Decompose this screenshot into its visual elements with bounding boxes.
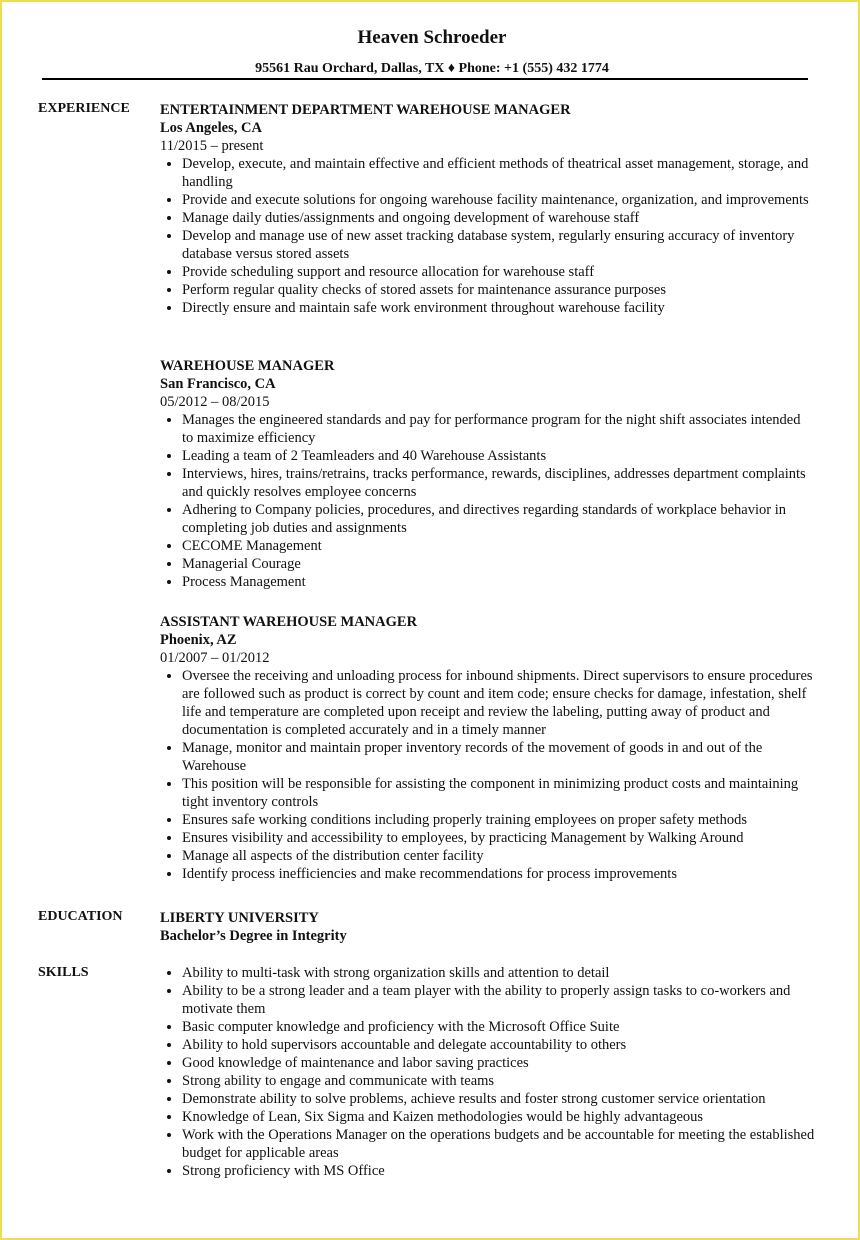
- bullet-item: • Manage, monitor and maintain proper inventory records of the movement of goods in and out of the Warehouse: [182, 739, 815, 775]
- skills-list: [160, 964, 815, 1180]
- job-bullets: [160, 667, 815, 883]
- job-title: ENTERTAINMENT DEPARTMENT WAREHOUSE MANAGER: [160, 102, 571, 118]
- school-name: LIBERTY UNIVERSITY: [160, 910, 319, 926]
- job-bullets: [160, 411, 815, 591]
- candidate-name: Heaven Schroeder: [357, 27, 507, 48]
- bullet-item: • Identify process inefficiencies and make recommendations for process improvements: [182, 865, 815, 883]
- job-dates: 05/2012 – 08/2015: [160, 394, 270, 410]
- skills-entry: [160, 964, 815, 1180]
- job-title: ASSISTANT WAREHOUSE MANAGER: [160, 614, 418, 630]
- job-location: Phoenix, AZ: [160, 632, 237, 648]
- bullet-item: • Process Management: [182, 573, 815, 591]
- skill-item: • Ability to multi-task with strong organization skills and attention to detail: [182, 964, 815, 982]
- bullet-item: • Develop and manage use of new asset tracking database system, regularly ensuring accuracy of inventory database versus stored assets: [182, 227, 815, 263]
- skill-item: • Strong ability to engage and communicate with teams: [182, 1072, 815, 1090]
- job-title: WAREHOUSE MANAGER: [160, 358, 335, 374]
- bullet-item: • Oversee the receiving and unloading process for inbound shipments. Direct supervisors to ensure procedures are followed such as product is correct by count and item code; ensure checks for damage, infestation, shelf life and temperature are completed upon receipt and review the labeling, putting away of product and documentation is completed accurately and in a timely manner: [182, 667, 815, 739]
- skill-item: • Ability to hold supervisors accountable and delegate accountability to others: [182, 1036, 815, 1054]
- bullet-item: • Directly ensure and maintain safe work environment throughout warehouse facility: [182, 299, 815, 317]
- job-location: San Francisco, CA: [160, 376, 276, 392]
- contact-line: 95561 Rau Orchard, Dallas, TX ♦ Phone: +1 (555) 432 1774: [255, 61, 609, 76]
- skill-item: • Strong proficiency with MS Office: [182, 1162, 815, 1180]
- job-entry: [160, 613, 815, 883]
- bullet-item: • Develop, execute, and maintain effective and efficient methods of theatrical asset management, storage, and handling: [182, 155, 815, 191]
- skill-item: • Ability to be a strong leader and a team player with the ability to properly assign tasks to co-workers and motivate them: [182, 982, 815, 1018]
- bullet-item: • Interviews, hires, trains/retrains, tracks performance, rewards, disciplines, addresses department complaints and quickly resolves employee concerns: [182, 465, 815, 501]
- header-divider: [42, 78, 808, 80]
- job-bullets: [160, 155, 815, 317]
- bullet-item: • This position will be responsible for assisting the component in minimizing product costs and maintaining tight inventory controls: [182, 775, 815, 811]
- bullet-item: • Adhering to Company policies, procedures, and directives regarding standards of workplace behavior in completing job duties and assignments: [182, 501, 815, 537]
- bullet-item: • Leading a team of 2 Teamleaders and 40 Warehouse Assistants: [182, 447, 815, 465]
- job-entry: [160, 101, 815, 317]
- job-dates: 11/2015 – present: [160, 138, 264, 154]
- degree-name: Bachelor’s Degree in Integrity: [160, 928, 347, 944]
- skill-item: • Good knowledge of maintenance and labor saving practices: [182, 1054, 815, 1072]
- section-label-experience: EXPERIENCE: [38, 101, 130, 116]
- bullet-item: • Manages the engineered standards and pay for performance program for the night shift associates intended to maximize efficiency: [182, 411, 815, 447]
- bullet-item: • Manage all aspects of the distribution center facility: [182, 847, 815, 865]
- section-label-education: EDUCATION: [38, 909, 123, 924]
- bullet-item: • Perform regular quality checks of stored assets for maintenance assurance purposes: [182, 281, 815, 299]
- section-label-skills: SKILLS: [38, 965, 89, 980]
- education-entry: [160, 909, 815, 945]
- bullet-item: • CECOME Management: [182, 537, 815, 555]
- skill-item: • Demonstrate ability to solve problems, achieve results and foster strong customer service orientation: [182, 1090, 815, 1108]
- bullet-item: • Ensures safe working conditions including properly training employees on proper safety methods: [182, 811, 815, 829]
- bullet-item: • Provide and execute solutions for ongoing warehouse facility maintenance, organization, and improvements: [182, 191, 815, 209]
- bullet-item: • Managerial Courage: [182, 555, 815, 573]
- bullet-item: • Ensures visibility and accessibility to employees, by practicing Management by Walking Around: [182, 829, 815, 847]
- job-dates: 01/2007 – 01/2012: [160, 650, 270, 666]
- job-entry: [160, 357, 815, 591]
- bullet-item: • Provide scheduling support and resource allocation for warehouse staff: [182, 263, 815, 281]
- bullet-item: • Manage daily duties/assignments and ongoing development of warehouse staff: [182, 209, 815, 227]
- skill-item: • Knowledge of Lean, Six Sigma and Kaizen methodologies would be highly advantageous: [182, 1108, 815, 1126]
- skill-item: • Basic computer knowledge and proficiency with the Microsoft Office Suite: [182, 1018, 815, 1036]
- skill-item: • Work with the Operations Manager on the operations budgets and be accountable for meeting the established budget for applicable areas: [182, 1126, 815, 1162]
- job-location: Los Angeles, CA: [160, 120, 262, 136]
